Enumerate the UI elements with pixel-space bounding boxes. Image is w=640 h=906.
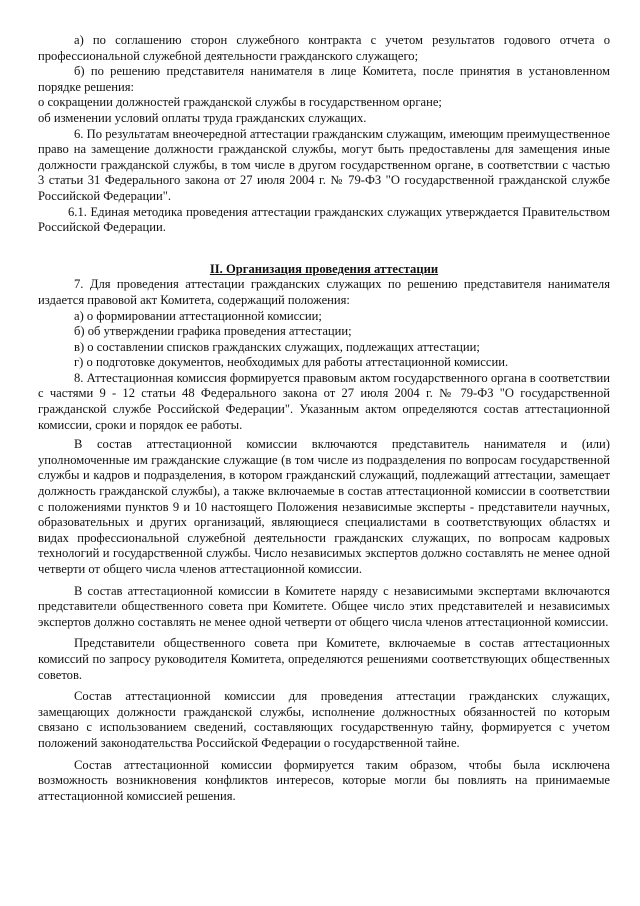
- paragraph-8-conflict: Состав аттестационной комиссии формируется таким образом, чтобы была исключена возможность возникновения конфликтов интересов, которые могли бы повлиять на принимаемые аттестационной комиссией решения.: [38, 757, 610, 803]
- paragraph-5a: а) по соглашению сторон служебного контракта с учетом результатов годового отчета о профессиональной служебной деятельности гражданского служащего;: [38, 33, 610, 63]
- paragraph-8-state-secret: Состав аттестационной комиссии для проведения аттестации гражданских служащих, замещающих должности гражданской службы, исполнение должностных обязанностей по которым связано с использованием сведений, составляющих государственную тайну, формируется с учетом положений законодательства Российской Федерации о государственной тайне.: [38, 689, 610, 750]
- paragraph-8: 8. Аттестационная комиссия формируется правовым актом государственного органа в соответствии с частями 9 - 12 статьи 48 Федерального закона от 27 июля 2004 г. № 79-ФЗ "О государственной гражданской службе Российской Федерации". Указанным актом определяются состав аттестационной комиссии, сроки и порядок ее работы.: [38, 370, 610, 432]
- paragraph-8-composition: В состав аттестационной комиссии включаются представитель нанимателя и (или) уполномоченные им гражданские служащие (в том числе из подразделения по вопросам государственной службы и кадров и подразделения, в котором гражданский служащий, подлежащий аттестации, замещает должность гражданской службы), а также включаемые в состав аттестационной комиссии в соответствии с положениями пунктов 9 и 10 настоящего Положения независимые эксперты - представители научных, образовательных и других организаций, являющиеся специалистами в соответствующих областях и видах профессиональной служебной деятельности гражданских служащих, по вопросам кадровых технологий и государственной службы. Число независимых экспертов должно составлять не менее одной четверти от общего числа членов аттестационной комиссии.: [38, 437, 610, 576]
- paragraph-8-committee: В состав аттестационной комиссии в Комитете наряду с независимыми экспертами включаются представители общественного совета при Комитете. Общее число этих представителей и независимых экспертов должно составлять не менее одной четверти от общего числа членов аттестационной комиссии.: [38, 583, 610, 629]
- paragraph-5b-item-2: об изменении условий оплаты труда гражданских служащих.: [38, 110, 367, 125]
- document-page: [38, 33, 610, 804]
- paragraph-7a: а) о формировании аттестационной комиссии;: [74, 308, 322, 323]
- paragraph-6-1: 6.1. Единая методика проведения аттестации гражданских служащих утверждается Правительством Российской Федерации.: [38, 204, 610, 235]
- paragraph-8-public-council: Представители общественного совета при Комитете, включаемые в состав аттестационных комиссий по запросу руководителя Комитета, определяются решениями соответствующих общественных советов.: [38, 636, 610, 682]
- paragraph-7: 7. Для проведения аттестации гражданских служащих по решению представителя нанимателя издается правовой акт Комитета, содержащий положения:: [38, 277, 610, 307]
- paragraph-7c: в) о составлении списков гражданских служащих, подлежащих аттестации;: [74, 339, 480, 354]
- paragraph-5b-item-1: о сокращении должностей гражданской службы в государственном органе;: [38, 95, 442, 110]
- section-2-heading: II. Организация проведения аттестации: [209, 261, 439, 276]
- paragraph-6: 6. По результатам внеочередной аттестации гражданским служащим, имеющим преимущественное право на замещение должности гражданской службы, могут быть предоставлены для замещения иные должности гражданской службы, в том числе в другом государственном органе, в соответствии с частью 3 статьи 31 Федерального закона от 27 июля 2004 г. № 79-ФЗ "О государственной гражданской службе Российской Федерации".: [38, 126, 610, 203]
- paragraph-7d: г) о подготовке документов, необходимых для работы аттестационной комиссии.: [74, 355, 509, 370]
- paragraph-5b: б) по решению представителя нанимателя в лице Комитета, после принятия в установленном порядке решения:: [38, 64, 610, 94]
- paragraph-7b: б) об утверждении графика проведения аттестации;: [74, 324, 352, 339]
